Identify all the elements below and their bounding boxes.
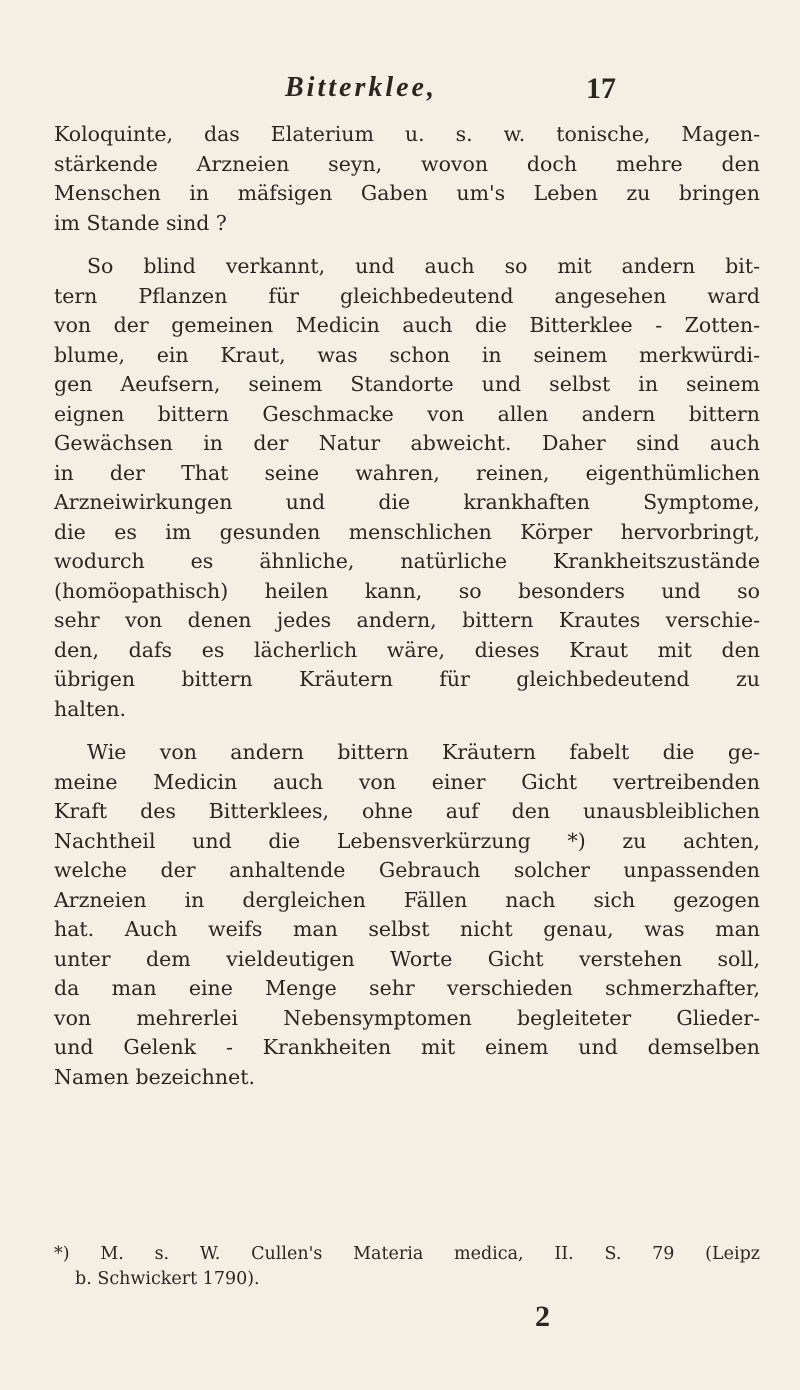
text-line: Wie von andern bittern Kräutern fabelt die ge-	[87, 740, 760, 764]
footnote-line: *) M. s. W. Cullen's Materia medica, II. S. 79 (Leipz	[54, 1244, 760, 1264]
footnote-line: b. Schwickert 1790).	[75, 1269, 260, 1289]
text-line: meine Medicin auch von einer Gicht vertreibenden	[54, 769, 760, 794]
text-line: übrigen bittern Kräutern für gleichbedeutend zu	[54, 667, 760, 691]
page-number: 17	[586, 72, 616, 105]
text-line: halten.	[54, 696, 127, 721]
paragraph-3	[54, 738, 760, 1092]
text-line: eignen bittern Geschmacke von allen andern bittern	[54, 401, 760, 426]
text-line: stärkende Arzneien seyn, wovon doch mehre den	[54, 151, 760, 176]
text-line: Namen bezeichnet.	[54, 1064, 255, 1089]
text-line: blume, ein Kraut, was schon in seinem merkwürdi-	[54, 342, 760, 367]
text-line: und Gelenk - Krankheiten mit einem und demselben	[54, 1035, 760, 1059]
text-line: Nachtheil und die Lebensverkürzung *) zu achten,	[54, 828, 760, 853]
text-line: im Stande sind ?	[54, 210, 227, 235]
text-line: von der gemeinen Medicin auch die Bitterklee - Zotten-	[54, 313, 760, 337]
text-line: tern Pflanzen für gleichbedeutend angesehen ward	[54, 283, 760, 308]
text-line: da man eine Menge sehr verschieden schmerzhafter,	[54, 976, 760, 1000]
text-line: in der That seine wahren, reinen, eigenthümlichen	[54, 460, 760, 485]
text-line: So blind verkannt, und auch so mit andern bit-	[87, 254, 760, 278]
paragraph-1	[54, 120, 760, 238]
text-line: Koloquinte, das Elaterium u. s. w. tonische, Magen-	[54, 122, 760, 146]
text-line: die es im gesunden menschlichen Körper hervorbringt,	[54, 519, 760, 544]
text-line: wodurch es ähnliche, natürliche Krankheitszustände	[54, 549, 760, 573]
text-line: den, dafs es lächerlich wäre, dieses Kraut mit den	[54, 637, 760, 662]
body-text	[54, 120, 760, 1106]
text-line: Arzneiwirkungen und die krankhaften Symptome,	[54, 490, 760, 514]
page-header	[0, 70, 800, 110]
signature-mark: 2	[535, 1300, 550, 1333]
text-line: welche der anhaltende Gebrauch solcher unpassenden	[54, 858, 760, 882]
footnote	[54, 1242, 760, 1292]
text-line: Gewächsen in der Natur abweicht. Daher sind auch	[54, 431, 760, 455]
text-line: gen Aeufsern, seinem Standorte und selbst in seinem	[54, 372, 760, 396]
text-line: Kraft des Bitterklees, ohne auf den unausbleiblichen	[54, 799, 760, 823]
text-line: sehr von denen jedes andern, bittern Krautes verschie-	[54, 608, 760, 632]
text-line: hat. Auch weifs man selbst nicht genau, was man	[54, 917, 760, 941]
running-title: Bitterklee,	[285, 72, 437, 103]
text-line: von mehrerlei Nebensymptomen begleiteter Glieder-	[54, 1005, 760, 1030]
text-line: unter dem vieldeutigen Worte Gicht verstehen soll,	[54, 946, 760, 971]
text-line: Menschen in mäfsigen Gaben um's Leben zu bringen	[54, 181, 760, 205]
text-line: (homöopathisch) heilen kann, so besonders und so	[54, 578, 760, 603]
text-line: Arzneien in dergleichen Fällen nach sich gezogen	[54, 887, 760, 912]
paragraph-2	[54, 252, 760, 724]
